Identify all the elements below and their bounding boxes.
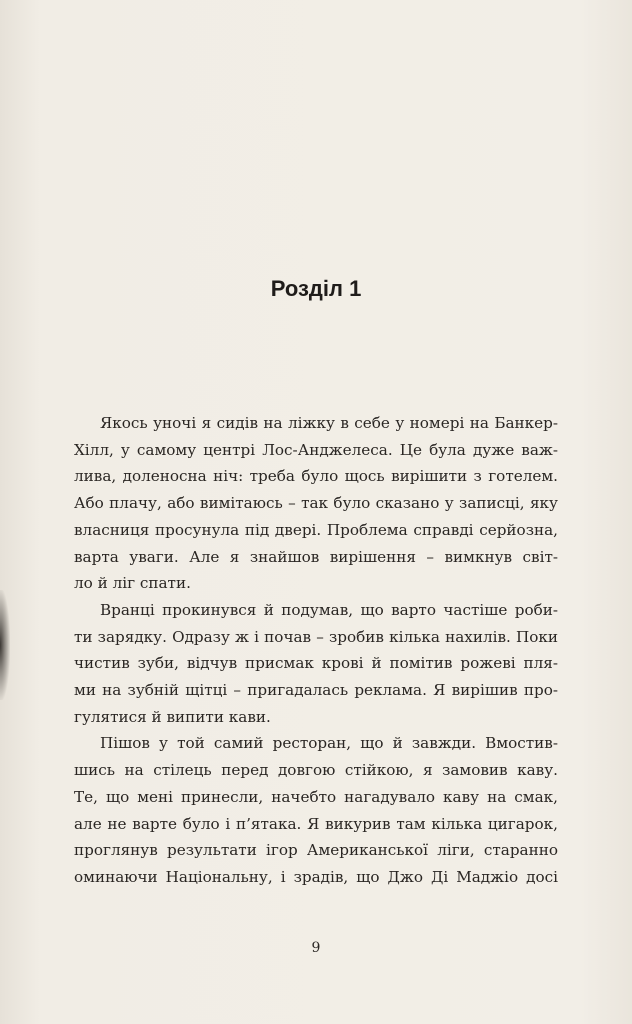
text-line: але не варте було і п’ятака. Я викурив там кілька цигарок,: [74, 814, 558, 833]
body-text: [74, 410, 558, 891]
text-line: ло й ліг спати.: [74, 574, 191, 593]
text-line: Пішов у той самий ресторан, що й завжди. Вмостив-: [100, 734, 558, 753]
text-line: Або плачу, або вимітаюсь – так було сказано у записці, яку: [74, 494, 558, 513]
text-line: чистив зуби, відчув присмак крові й помітив рожеві пля-: [74, 654, 558, 673]
text-line: гулятися й випити кави.: [74, 707, 271, 726]
text-line: Хілл, у самому центрі Лос-Анджелеса. Це була дуже важ-: [74, 440, 558, 459]
chapter-title: Розділ 1: [270, 276, 362, 301]
text-line: варта уваги. Але я знайшов вирішення – вимкнув світ-: [74, 547, 558, 566]
page-number: 9: [311, 940, 321, 956]
text-line: ти зарядку. Одразу ж і почав – зробив кілька нахилів. Поки: [74, 627, 558, 646]
page-edge-shadow: [0, 590, 10, 700]
text-line: Якось уночі я сидів на ліжку в себе у номері на Банкер-: [100, 414, 558, 432]
text-line: оминаючи Національну, і зрадів, що Джо Ді Маджіо досі: [74, 867, 558, 886]
text-line: Те, що мені принесли, начебто нагадувало каву на смак,: [74, 787, 558, 806]
text-line: Вранці прокинувся й подумав, що варто частіше роби-: [100, 600, 558, 619]
text-line: шись на стілець перед довгою стійкою, я замовив каву.: [74, 761, 558, 780]
text-line: власниця просунула під двері. Проблема справді серйозна,: [74, 520, 558, 539]
text-line: проглянув результати ігор Американської ліги, старанно: [74, 841, 558, 860]
text-line: ми на зубній щітці – пригадалась реклама. Я вирішив про-: [74, 681, 558, 700]
text-line: лива, доленосна ніч: треба було щось вирішити з готелем.: [74, 467, 558, 486]
